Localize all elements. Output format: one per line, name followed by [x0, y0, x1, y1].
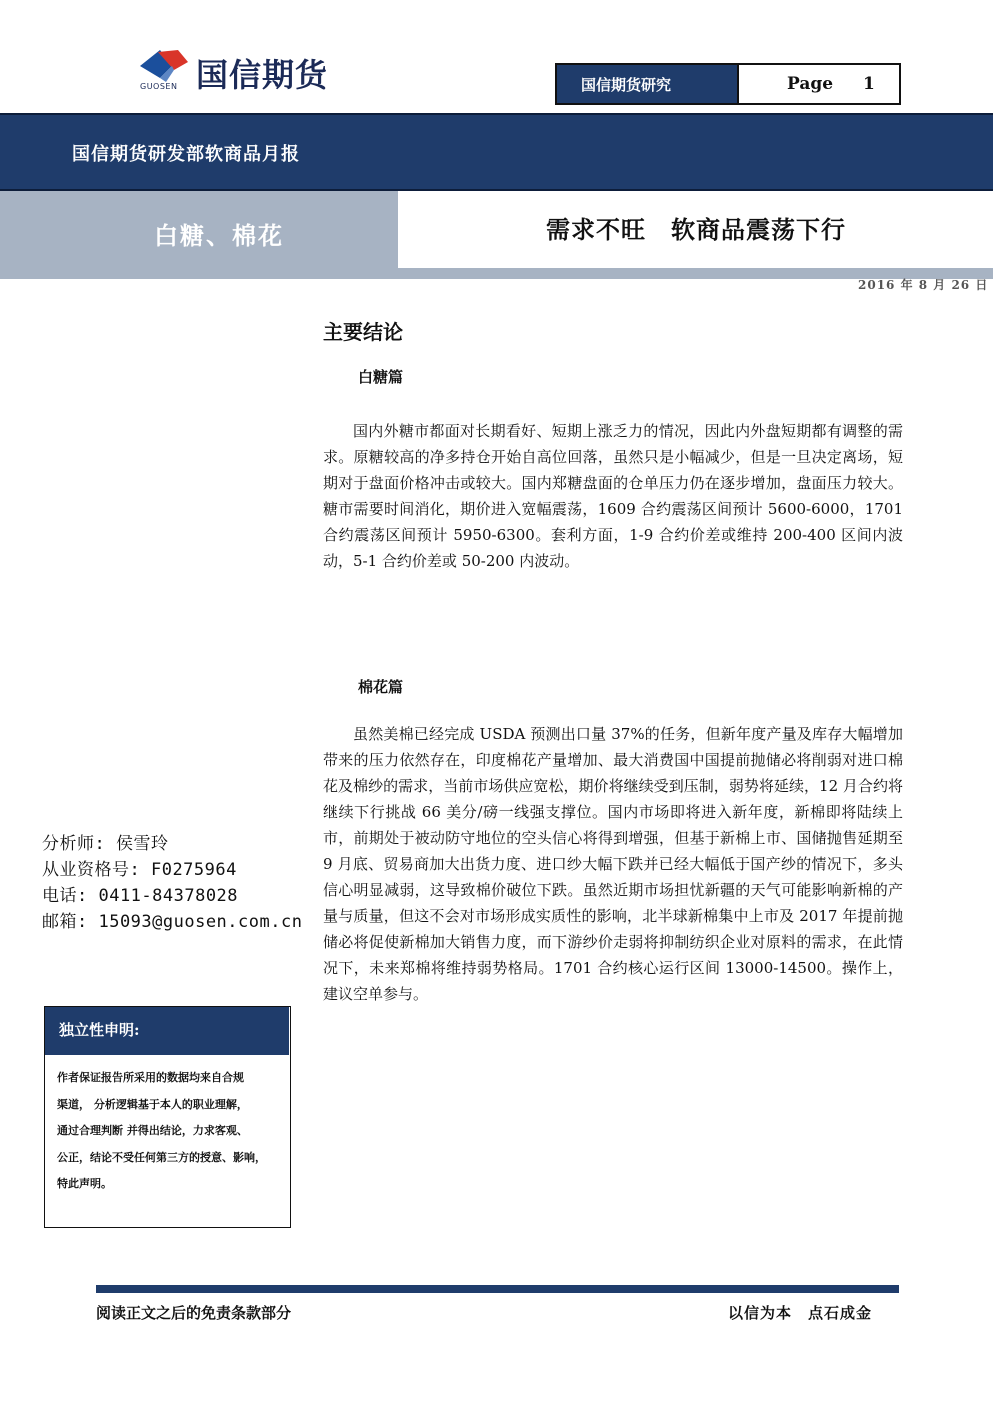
independence-line: 通过合理判断 并得出结论，力求客观、: [57, 1124, 248, 1137]
independence-title: 独立性申明:: [45, 1007, 289, 1055]
report-date: 2016 年 8 月 26 日: [858, 278, 989, 292]
research-label: 国信期货研究: [557, 65, 739, 103]
analyst-email: 邮箱: 15093@guosen.com.cn: [42, 912, 303, 932]
logo-text: 国信期货: [196, 56, 329, 94]
sugar-section-title: 白糖篇: [358, 368, 404, 386]
independence-line: 公正，结论不受任何第三方的授意、影响，: [57, 1150, 266, 1164]
footer-divider: [96, 1285, 899, 1293]
company-slogan: 以信为本 点石成金: [728, 1304, 873, 1322]
independence-line: 渠道， 分析逻辑基于本人的职业理解，: [57, 1097, 248, 1111]
report-headline: 需求不旺 软商品震荡下行: [546, 215, 846, 244]
analyst-license: 从业资格号: F0275964: [42, 860, 237, 880]
analyst-name: 分析师: 侯雪玲: [42, 834, 169, 854]
page-indicator: [741, 65, 899, 103]
commodity-subject: 白糖、棉花: [154, 221, 284, 250]
cotton-section-title: 棉花篇: [358, 678, 404, 696]
sugar-section-text: 国内外糖市都面对长期看好、短期上涨乏力的情况，因此内外盘短期都有调整的需求。原糖较高的净多持仓开始自高位回落，虽然只是小幅减少，但是一旦决定离场，短期对于盘面价格冲击或较大。国内郑糖盘面的仓单压力仍在逐步增加，盘面压力较大。糖市需要时间消化，期价进入宽幅震荡，1609 合约震荡区间预计 5600-6000，1701 合约震荡区间预计 5950-6300。套利方面，1-9 合约价差或维持 200-400 区间内波动，5-1 合约价差或 50-200 内波动。: [323, 422, 903, 570]
independence-line: 特此声明。: [57, 1177, 112, 1190]
page-header-box: [555, 63, 901, 105]
analyst-info: [42, 831, 302, 935]
disclaimer-note: 阅读正文之后的免责条款部分: [96, 1304, 292, 1322]
company-logo: [138, 48, 378, 94]
main-conclusion-heading: 主要结论: [323, 320, 403, 344]
independence-line: 作者保证报告所采用的数据均来自合规: [57, 1071, 244, 1084]
page-label: Page: [787, 74, 834, 94]
independence-statement-box: [44, 1006, 291, 1228]
logo-subtext: GUOSEN: [140, 82, 178, 91]
analyst-phone: 电话: 0411-84378028: [42, 886, 239, 906]
cotton-section-text: 虽然美棉已经完成 USDA 预测出口量 37%的任务，但新年度产量及库存大幅增加带来的压力依然存在，印度棉花产量增加、最大消费国中国提前抛储必将削弱对进口棉花及棉纱的需求，当前市场供应宽松，期价将继续受到压制，弱势将延续，12 月合约将继续下行挑战 66 美分/磅一线强支撑位。国内市场即将进入新年度，新棉即将陆续上市，前期处于被动防守地位的空头信心将得到增强，但基于新棉上市、国储抛售延期至 9 月底、贸易商加大出货力度、进口纱大幅下跌并已经大幅低于国产纱的情况下，多头信心明显减弱，这导致棉价破位下跌。虽然近期市场担忧新疆的天气可能影响新棉的产量与质量，但这不会对市场形成实质性的影响，北半球新棉集中上市及 2017 年提前抛储必将促使新棉加大销售力度，而下游纱价走弱将抑制纺织企业对原料的需求，在此情况下，未来郑棉将维持弱势格局。1701 合约核心运行区间 13000-14500。操作上，建议空单参与。: [323, 725, 903, 1003]
page-number: 1: [863, 74, 875, 94]
report-series-title: 国信期货研发部软商品月报: [72, 144, 300, 165]
independence-text: [57, 1065, 281, 1198]
